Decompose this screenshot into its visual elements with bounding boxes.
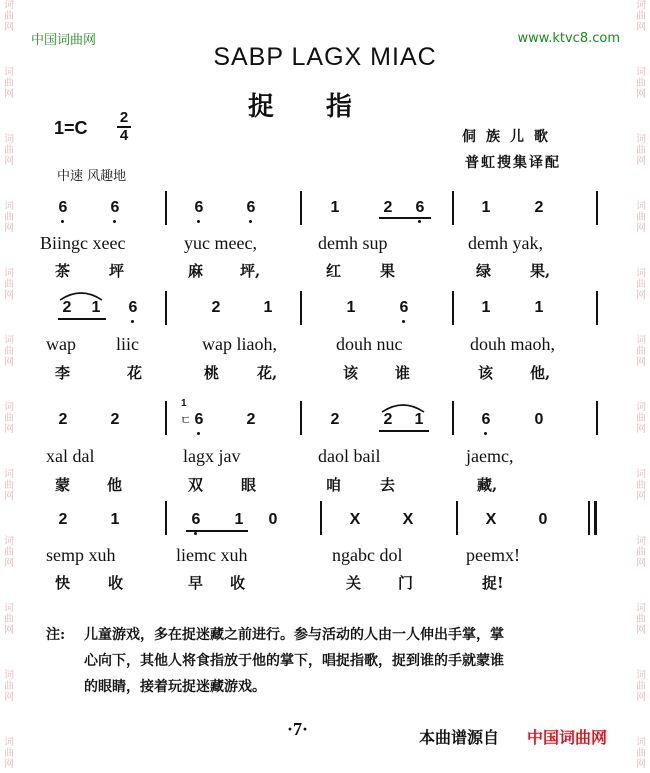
lyric-chinese: 果, xyxy=(530,262,551,280)
lyric-chinese: 捉! xyxy=(482,574,504,592)
lyric-romanized: xal dal xyxy=(46,446,95,466)
lyric-chinese: 该 xyxy=(343,364,359,382)
note: 1 xyxy=(414,411,424,428)
note: 1 xyxy=(110,511,120,528)
left-side-watermark: 词 曲 网 词 曲 网 词 曲 网 词 曲 网 词 曲 网 词 曲 网 词 曲 网 词 曲 网 词 曲 网 词 曲 网 词 曲 网 词 曲 网 xyxy=(4,0,14,770)
lyric-romanized: ngabc dol xyxy=(332,545,403,565)
lyric-romanized: peemx! xyxy=(466,545,520,565)
lyric-chinese: 茶 xyxy=(55,262,71,280)
lyric-chinese: 收 xyxy=(108,574,124,592)
lyric-chinese: 坪, xyxy=(240,262,261,280)
lyric-chinese: 门 xyxy=(398,574,414,592)
note: 1 xyxy=(534,299,544,316)
lyric-romanized: wap liaoh, xyxy=(202,334,277,354)
site-watermark-right: www.ktvc8.com xyxy=(517,31,620,46)
footnote-label: 注: xyxy=(46,627,66,643)
note: 2 xyxy=(330,411,340,428)
lyric-chinese: 蒙 xyxy=(55,476,71,494)
note: 0 xyxy=(538,511,548,528)
note: 2 xyxy=(62,299,72,316)
note: 1 xyxy=(263,299,273,316)
lyric-romanized: demh yak, xyxy=(468,233,543,253)
note: 1 xyxy=(481,199,491,216)
note: 2 xyxy=(58,511,68,528)
lyric-chinese: 眼 xyxy=(241,476,257,494)
note: 1 xyxy=(481,299,491,316)
note: 2 xyxy=(246,411,256,428)
note: 1 xyxy=(346,299,356,316)
credit-collector: 普虹搜集译配 xyxy=(465,155,561,171)
lyric-romanized: liic xyxy=(116,334,139,354)
lyric-chinese: 李 xyxy=(55,364,71,382)
note: X xyxy=(349,511,361,528)
lyric-chinese: 花, xyxy=(257,364,278,382)
footer-source-label: 本曲谱源自 xyxy=(419,728,500,747)
footnote-line-1: 儿童游戏，多在捉迷藏之前进行。参与活动的人由一人伸出手掌，掌 xyxy=(84,627,504,643)
time-signature xyxy=(117,110,131,144)
lyric-chinese: 快 xyxy=(55,574,71,592)
lyric-chinese: 他 xyxy=(107,476,123,494)
note: 1 xyxy=(234,511,244,528)
lyric-chinese: 双 xyxy=(188,476,204,494)
note: 0 xyxy=(268,511,278,528)
lyric-romanized: demh sup xyxy=(318,233,388,253)
lyric-romanized: douh nuc xyxy=(336,334,403,354)
credit-origin: 侗族儿歌 xyxy=(462,129,558,145)
lyric-chinese: 绿 xyxy=(476,262,492,280)
title-romanized: SABP LAGX MIAC xyxy=(213,43,437,71)
note: 6 xyxy=(399,299,409,316)
time-signature-bottom: 4 xyxy=(119,127,129,144)
lyric-chinese: 该 xyxy=(478,364,494,382)
footer-brand-link[interactable]: 中国词曲网 xyxy=(527,728,608,747)
lyric-chinese: 关 xyxy=(346,574,362,592)
lyric-chinese: 去 xyxy=(380,476,396,494)
lyric-romanized: Biingc xeec xyxy=(40,233,126,253)
note: 6 xyxy=(194,411,204,428)
right-side-watermark: 词 曲 网 词 曲 网 词 曲 网 词 曲 网 词 曲 网 词 曲 网 词 曲 网 词 曲 网 词 曲 网 词 曲 网 词 曲 网 词 曲 网 xyxy=(636,0,646,770)
lyric-chinese: 咱 xyxy=(326,476,342,494)
lyric-romanized: douh maoh, xyxy=(470,334,555,354)
note: 2 xyxy=(58,411,68,428)
lyric-chinese: 收 xyxy=(230,574,246,592)
site-watermark-left: 中国词曲网 xyxy=(31,33,97,48)
lyric-chinese: 他, xyxy=(530,364,551,382)
note: 1 xyxy=(91,299,101,316)
note: X xyxy=(485,511,497,528)
lyric-romanized: wap xyxy=(46,334,76,354)
note: 0 xyxy=(534,411,544,428)
page-number: ·7· xyxy=(287,719,309,739)
note: 6 xyxy=(194,199,204,216)
note: 6 xyxy=(110,199,120,216)
note: 6 xyxy=(191,511,201,528)
time-signature-top: 2 xyxy=(119,109,129,126)
lyric-chinese: 藏, xyxy=(477,476,498,494)
footnote-line-2: 心向下，其他人将食指放于他的掌下，唱捉指歌，捉到谁的手就蒙谁 xyxy=(84,653,504,669)
lyric-chinese: 桃 xyxy=(204,364,220,382)
lyric-romanized: daol bail xyxy=(318,446,381,466)
note: 6 xyxy=(415,199,425,216)
note: 2 xyxy=(110,411,120,428)
note: 2 xyxy=(211,299,221,316)
lyric-chinese: 花 xyxy=(127,364,143,382)
lyric-chinese: 麻 xyxy=(188,262,204,280)
note: 6 xyxy=(128,299,138,316)
key-signature: 1=C xyxy=(54,118,88,138)
lyric-romanized: lagx jav xyxy=(183,446,241,466)
note: 1 xyxy=(330,199,340,216)
lyric-chinese: 早 xyxy=(188,574,204,592)
note: 2 xyxy=(383,411,393,428)
note: 6 xyxy=(58,199,68,216)
lyric-chinese: 坪 xyxy=(109,262,125,280)
note: 2 xyxy=(383,199,393,216)
grace-note: 1 xyxy=(181,398,187,409)
note: 6 xyxy=(246,199,256,216)
note: 2 xyxy=(534,199,544,216)
note: X xyxy=(402,511,414,528)
lyric-romanized: semp xuh xyxy=(46,545,116,565)
note: 6 xyxy=(481,411,491,428)
lyric-chinese: 谁 xyxy=(395,364,411,382)
lyric-romanized: jaemc, xyxy=(466,446,514,466)
lyric-chinese: 果 xyxy=(380,262,396,280)
tempo-marking: 中速 风趣地 xyxy=(57,169,127,184)
lyric-romanized: liemc xuh xyxy=(176,545,248,565)
title-chinese: 捉指 xyxy=(248,92,405,122)
footnote-line-3: 的眼睛，接着玩捉迷藏游戏。 xyxy=(84,679,266,695)
lyric-romanized: yuc meec, xyxy=(184,233,257,253)
lyric-chinese: 红 xyxy=(326,262,342,280)
